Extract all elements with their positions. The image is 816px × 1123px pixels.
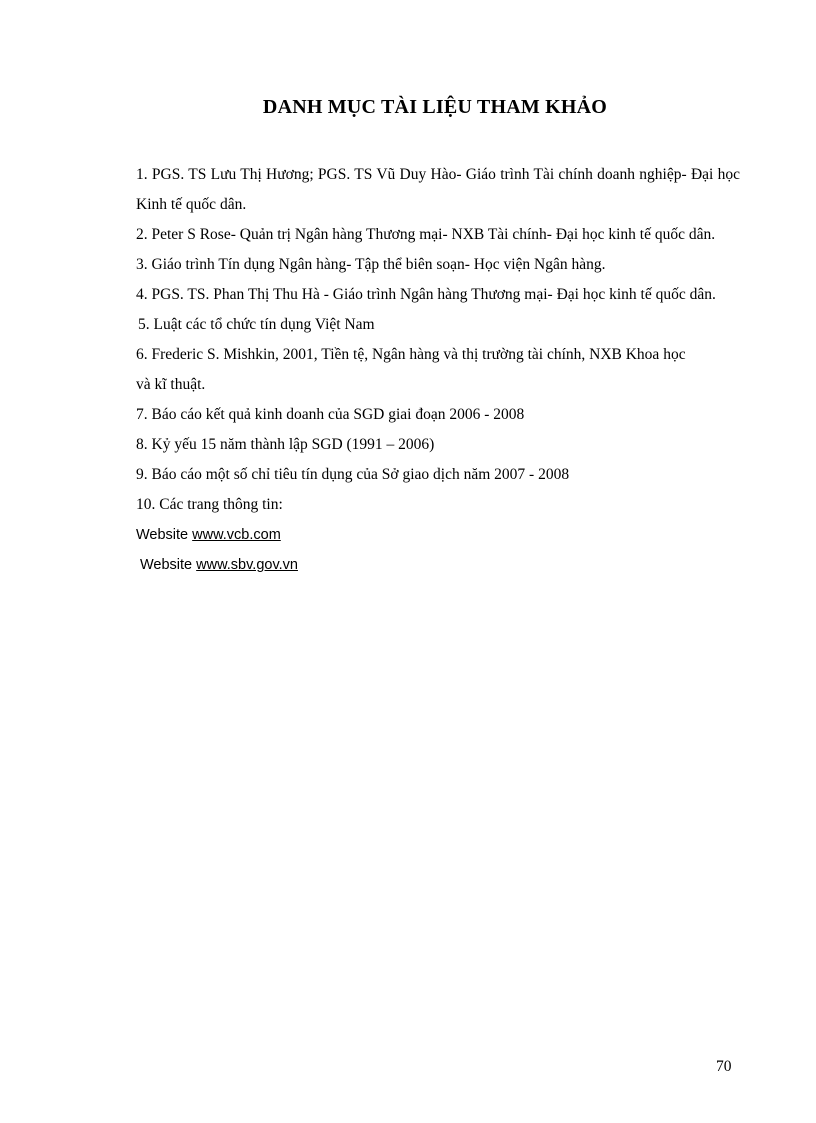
reference-item-9: 9. Báo cáo một số chỉ tiêu tín dụng của Sở giao dịch năm 2007 - 2008 xyxy=(136,466,570,483)
reference-item-3: 3. Giáo trình Tín dụng Ngân hàng- Tập thể biên soạn- Học viện Ngân hàng. xyxy=(136,256,606,273)
website-link-vcb[interactable]: www.vcb.com xyxy=(192,527,281,543)
reference-item-4: 4. PGS. TS. Phan Thị Thu Hà - Giáo trình Ngân hàng Thương mại- Đại học kinh tế quốc dân. xyxy=(136,286,716,303)
reference-item-1: 1. PGS. TS Lưu Thị Hương; PGS. TS Vũ Duy Hào- Giáo trình Tài chính doanh nghiệp- Đại học Kinh tế quốc dân. xyxy=(136,166,740,213)
reference-item-8: 8. Kỷ yếu 15 năm thành lập SGD (1991 – 2006) xyxy=(136,436,435,453)
website-line-sbv xyxy=(136,550,740,580)
reference-item-7: 7. Báo cáo kết quả kinh doanh của SGD giai đoạn 2006 - 2008 xyxy=(136,406,525,423)
page-number: 70 xyxy=(716,1058,732,1075)
reference-list xyxy=(136,160,740,580)
website-label: Website xyxy=(136,527,189,543)
reference-item-6: 6. Frederic S. Mishkin, 2001, Tiền tệ, Ngân hàng và thị trường tài chính, NXB Khoa học và kĩ thuật. xyxy=(136,346,686,393)
reference-item-10: 10. Các trang thông tin: xyxy=(136,496,283,513)
website-label: Website xyxy=(140,557,193,573)
website-line-vcb xyxy=(136,520,740,550)
reference-item-5: 5. Luật các tổ chức tín dụng Việt Nam xyxy=(138,316,375,333)
page-title: DANH MỤC TÀI LIỆU THAM KHẢO xyxy=(262,96,608,118)
website-link-sbv[interactable]: www.sbv.gov.vn xyxy=(196,557,298,573)
reference-item-2: 2. Peter S Rose- Quản trị Ngân hàng Thương mại- NXB Tài chính- Đại học kinh tế quốc dân. xyxy=(136,226,716,243)
